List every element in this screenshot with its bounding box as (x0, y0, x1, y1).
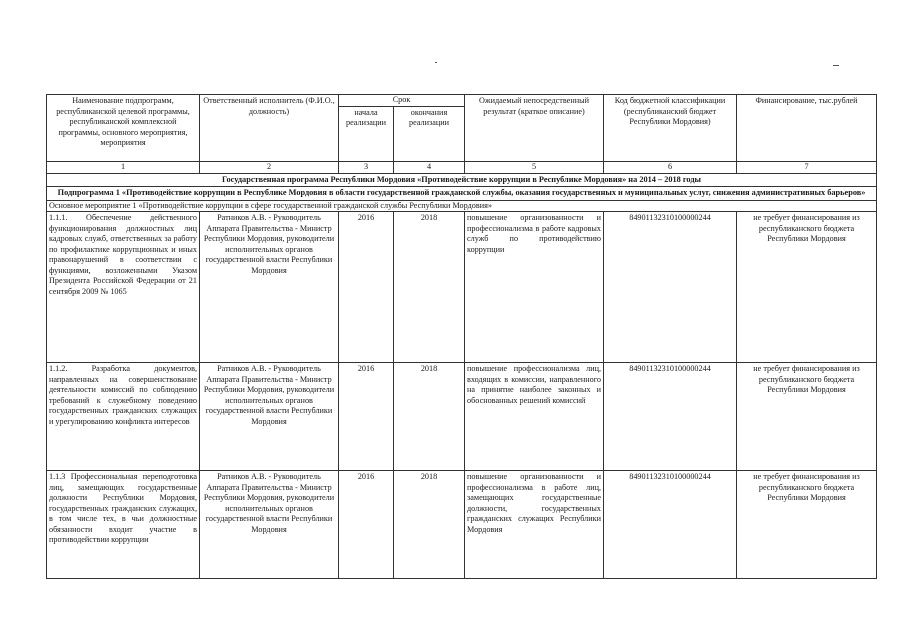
activity-budget-code: 84901132310100000244 (604, 471, 737, 579)
main-activity-title: Основное мероприятие 1 «Противодействие коррупции в сфере государственной гражданской службы Республики Мордовия» (47, 200, 877, 212)
activity-result: повышение организованности и профессионализма в работе кадровых служб по противодействию коррупции (465, 212, 604, 363)
table-header-row (47, 95, 877, 107)
scan-mark (833, 65, 839, 66)
table-row (47, 212, 877, 363)
activity-start-year: 2016 (339, 471, 394, 579)
program-title-row (47, 173, 877, 187)
activity-executor: Ратников А.В. - Руководитель Аппарата Правительства - Министр Республики Мордовия, руководители исполнительных органов государственной власти Республики Мордовия (200, 363, 339, 471)
activity-funding: не требует финансирования из республиканского бюджета Республики Мордовия (737, 212, 877, 363)
header-funding-column: Финансирование, тыс.рублей (737, 95, 877, 162)
header-start-column: начала реализации (339, 106, 394, 162)
column-number: 3 (339, 162, 394, 174)
activity-executor: Ратников А.В. - Руководитель Аппарата Правительства - Министр Республики Мордовия, руководители исполнительных органов государственной власти Республики Мордовия (200, 212, 339, 363)
header-code-column: Код бюджетной классификации (республиканский бюджет Республики Мордовия) (604, 95, 737, 162)
activity-executor: Ратников А.В. - Руководитель Аппарата Правительства - Министр Республики Мордовия, руководители исполнительных органов государственной власти Республики Мордовия (200, 471, 339, 579)
activities-table (46, 94, 877, 579)
activity-budget-code: 84901132310100000244 (604, 363, 737, 471)
activity-result: повышение профессионализма лиц, входящих в комиссии, направленного на принятие наиболее законных и обоснованных решений комиссий (465, 363, 604, 471)
activity-budget-code: 84901132310100000244 (604, 212, 737, 363)
subprogram-title: Подпрограмма 1 «Противодействие коррупции в Республике Мордовия в области государственной гражданской службы, оказания государственных и муниципальных услуг, снижения административных барьеров» (47, 187, 877, 201)
column-number: 6 (604, 162, 737, 174)
column-number: 2 (200, 162, 339, 174)
column-number: 4 (394, 162, 465, 174)
activity-funding: не требует финансирования из республиканского бюджета Республики Мордовия (737, 363, 877, 471)
header-name-column: Наименование подпрограмм, республиканской целевой программы, республиканской комплексной программы, основного мероприятия, мероприятия (47, 95, 200, 162)
column-number: 1 (47, 162, 200, 174)
column-number: 7 (737, 162, 877, 174)
header-executor-column: Ответственный исполнитель (Ф.И.О., должность) (200, 95, 339, 162)
table-row (47, 363, 877, 471)
activity-funding: не требует финансирования из республиканского бюджета Республики Мордовия (737, 471, 877, 579)
column-number: 5 (465, 162, 604, 174)
activity-end-year: 2018 (394, 212, 465, 363)
activity-end-year: 2018 (394, 363, 465, 471)
program-title: Государственная программа Республики Мордовия «Противодействие коррупции в Республике Мордовия» на 2014 – 2018 годы (47, 173, 877, 187)
main-activity-row (47, 200, 877, 212)
activity-result: повышение организованности и профессионализма в работе лиц, замещающих государственные должности, государственных гражданских служащих Республики Мордовия (465, 471, 604, 579)
activity-end-year: 2018 (394, 471, 465, 579)
activity-name: 1.1.2. Разработка документов, направленных на совершенствование деятельности комиссий по соблюдению требований к служебному поведению государственных гражданских служащих и урегулированию конфликта интересов (47, 363, 200, 471)
header-result-column: Ожидаемый непосредственный результат (краткое описание) (465, 95, 604, 162)
header-end-column: окончания реализации (394, 106, 465, 162)
activity-name: 1.1.3 Профессиональная переподготовка лиц, замещающих государственные должности Республики Мордовия, государственных гражданских служащих, в том числе тех, в чьи должностные обязанности входит участие в противодействии коррупции (47, 471, 200, 579)
table-row (47, 471, 877, 579)
scan-mark (435, 62, 437, 63)
activity-start-year: 2016 (339, 363, 394, 471)
subprogram-title-row (47, 187, 877, 201)
column-numbers-row (47, 162, 877, 174)
header-term-column: Срок (339, 95, 465, 107)
activity-name: 1.1.1. Обеспечение действенного функционирования должностных лиц кадровых служб, ответственных за работу по профилактике коррупционных и иных правонарушений в соответствии с функциями, возложенными Указом Президента Российской Федерации от 21 сентября 2009 № 1065 (47, 212, 200, 363)
activity-start-year: 2016 (339, 212, 394, 363)
